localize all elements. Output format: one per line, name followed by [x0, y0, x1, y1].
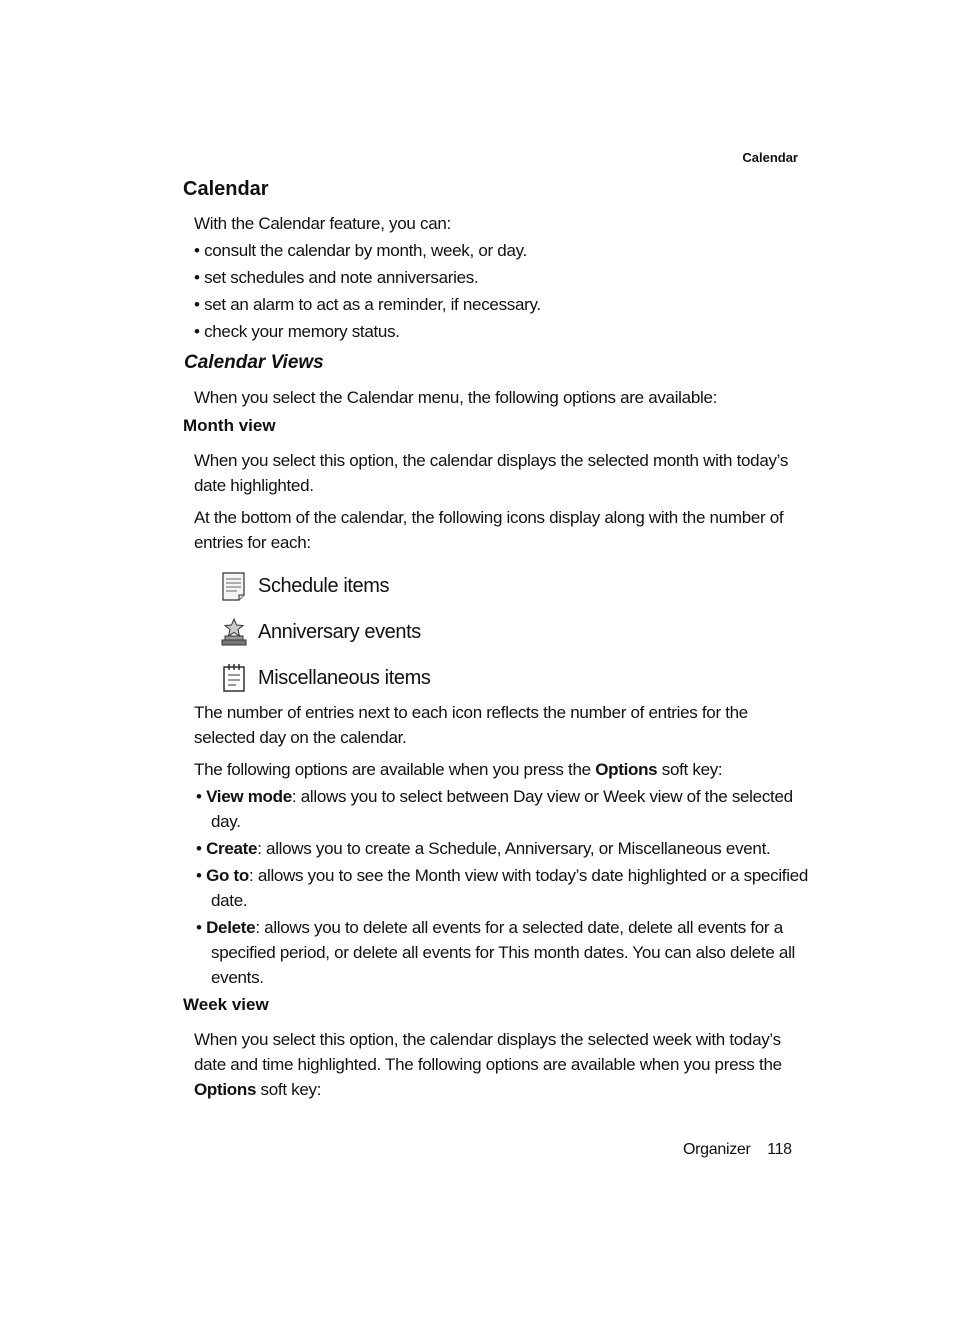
running-header: Calendar [742, 150, 798, 165]
intro-bullet: • set schedules and note anniversaries. [194, 268, 479, 287]
options-key: Options [194, 1080, 257, 1099]
options-intro-text: soft key: [657, 760, 723, 779]
month-view-heading: Month view [183, 416, 276, 435]
option-term: Go to [206, 866, 249, 885]
option-item: • Create: allows you to create a Schedule, Anniversary, or Miscellaneous event. [196, 839, 771, 858]
icon-legend-item [220, 616, 421, 648]
option-item: • Delete: allows you to delete all events for a selected date, delete all events for a specified period, or delete all events for This month dates. You can also delete all events. [196, 918, 796, 987]
week-view-paragraph [194, 1027, 794, 1102]
option-desc: : allows you to create a Schedule, Anniversary, or Miscellaneous event. [257, 839, 771, 858]
views-intro: When you select the Calendar menu, the following options are available: [194, 388, 718, 407]
intro-bullet: • check your memory status. [194, 322, 400, 341]
icon-label: Schedule items [258, 574, 390, 597]
option-term: Delete [206, 918, 256, 937]
week-view-text: soft key: [256, 1080, 322, 1099]
options-key: Options [595, 760, 658, 779]
page-number: 118 [767, 1141, 792, 1158]
anniversary-icon [220, 617, 248, 647]
option-item: • Go to: allows you to see the Month view with today’s date highlighted or a specified date. [196, 866, 809, 910]
options-intro-text: The following options are available when you press the [194, 760, 596, 779]
section-title: Calendar [183, 178, 269, 200]
week-view-heading: Week view [183, 995, 269, 1014]
footer-section: Organizer [683, 1141, 751, 1158]
schedule-icon [220, 571, 248, 601]
option-desc: : allows you to delete all events for a selected date, delete all events for a specified period, or delete all events for This month dates. You can also delete all events. [211, 918, 796, 987]
month-view-paragraph: At the bottom of the calendar, the following icons display along with the number of entries for each: [194, 508, 784, 552]
page-footer [683, 1137, 792, 1162]
option-item: • View mode: allows you to select between Day view or Week view of the selected day. [196, 787, 793, 831]
subsection-title: Calendar Views [184, 352, 324, 373]
intro-bullet: • consult the calendar by month, week, or day. [194, 241, 527, 260]
option-term: Create [206, 839, 258, 858]
option-term: View mode [206, 787, 292, 806]
week-view-text: When you select this option, the calendar displays the selected week with today’s date and time highlighted. The following options are available when you press the [194, 1030, 782, 1074]
option-desc: : allows you to see the Month view with today’s date highlighted or a specified date. [211, 866, 809, 910]
icon-legend-item [220, 570, 389, 602]
icon-label: Miscellaneous items [258, 666, 431, 689]
misc-icon [220, 663, 248, 693]
month-view-paragraph: When you select this option, the calendar displays the selected month with today’s date highlighted. [194, 451, 789, 495]
month-view-paragraph: The number of entries next to each icon reflects the number of entries for the selected day on the calendar. [194, 703, 748, 747]
options-intro [194, 757, 794, 782]
icon-legend-item [220, 662, 430, 694]
intro-text: With the Calendar feature, you can: [194, 214, 451, 233]
intro-bullet: • set an alarm to act as a reminder, if necessary. [194, 295, 541, 314]
option-desc: : allows you to select between Day view or Week view of the selected day. [211, 787, 793, 831]
icon-label: Anniversary events [258, 620, 421, 643]
